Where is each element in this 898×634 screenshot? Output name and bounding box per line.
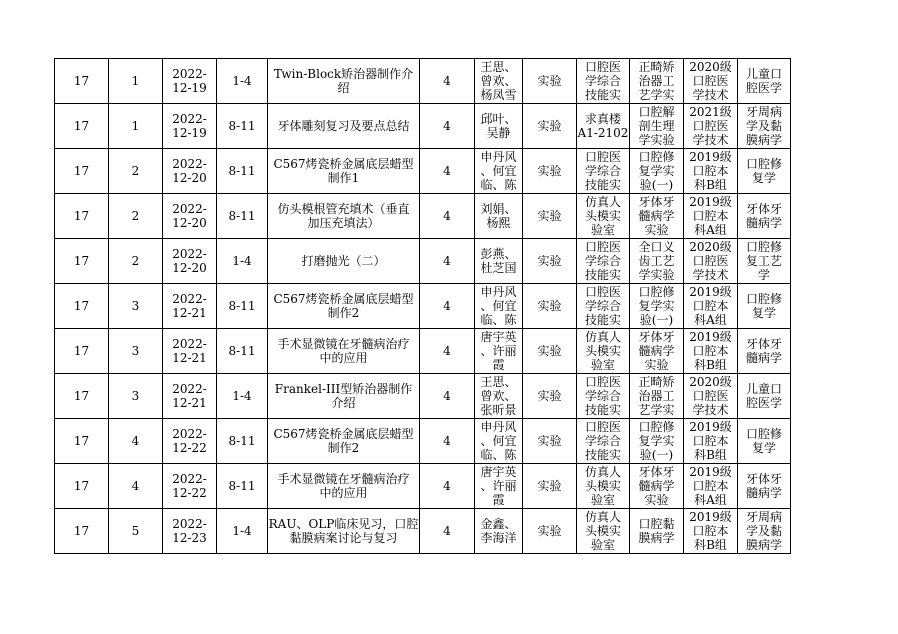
weekday-cell — [109, 59, 163, 104]
periods-cell-text: 8-11 — [228, 299, 256, 313]
lab-course-cell — [630, 509, 684, 554]
week-cell-text: 17 — [73, 164, 90, 178]
content-cell-text: 仿头模根管充填术（垂直 加压充填法） — [277, 202, 410, 230]
weekday-cell-text: 3 — [131, 299, 140, 313]
periods-cell-text: 8-11 — [228, 344, 256, 358]
location-cell-text: 口腔医 学综合 技能实 — [584, 240, 621, 282]
table-row — [55, 419, 791, 464]
course-cell — [738, 194, 791, 239]
type-cell — [523, 149, 577, 194]
weekday-cell — [109, 284, 163, 329]
lab-course-cell — [630, 239, 684, 284]
week-cell-text: 17 — [73, 74, 90, 88]
week-cell-text: 17 — [73, 209, 90, 223]
class-cell — [684, 104, 738, 149]
periods-cell-text: 8-11 — [228, 479, 256, 493]
hours-cell-text: 4 — [443, 344, 451, 358]
week-cell-text: 17 — [73, 524, 90, 538]
table-row — [55, 329, 791, 374]
week-cell — [55, 59, 109, 104]
course-cell — [738, 419, 791, 464]
hours-cell-text: 4 — [443, 74, 451, 88]
type-cell — [523, 509, 577, 554]
teachers-cell — [475, 59, 523, 104]
hours-cell — [420, 194, 475, 239]
location-cell-text: 口腔医 学综合 技能实 — [584, 375, 621, 417]
class-cell-text: 2019级 口腔本 科A组 — [689, 465, 732, 507]
week-cell — [55, 419, 109, 464]
periods-cell — [217, 194, 268, 239]
content-cell-text: 牙体雕刻复习及要点总结 — [277, 119, 410, 133]
type-cell-text: 实验 — [537, 209, 562, 223]
teachers-cell-text: 王思、 曾欢、 杨凤雪 — [480, 60, 517, 102]
table-row — [55, 59, 791, 104]
class-cell-text: 2019级 口腔本 科B组 — [689, 420, 732, 462]
type-cell-text: 实验 — [537, 299, 562, 313]
periods-cell-text: 8-11 — [228, 434, 256, 448]
type-cell — [523, 374, 577, 419]
content-cell — [268, 149, 420, 194]
weekday-cell — [109, 239, 163, 284]
week-cell — [55, 329, 109, 374]
type-cell-text: 实验 — [537, 479, 562, 493]
lab-course-cell-text: 全口义 齿工艺 学实验 — [638, 240, 675, 282]
teachers-cell-text: 王思、 曾欢、 张昕景 — [480, 375, 517, 417]
periods-cell — [217, 59, 268, 104]
lab-course-cell-text: 正畸矫 治器工 艺学实 — [638, 375, 675, 417]
teachers-cell — [475, 239, 523, 284]
content-cell-text: RAU、OLP临床见习，口腔 黏膜病案讨论与复习 — [268, 517, 419, 545]
teachers-cell — [475, 194, 523, 239]
class-cell — [684, 59, 738, 104]
location-cell — [577, 464, 630, 509]
week-cell — [55, 464, 109, 509]
weekday-cell-text: 4 — [131, 434, 140, 448]
periods-cell — [217, 284, 268, 329]
date-cell — [163, 284, 217, 329]
course-cell-text: 儿童口 腔医学 — [745, 67, 782, 95]
weekday-cell — [109, 194, 163, 239]
location-cell — [577, 104, 630, 149]
date-cell-text: 2022- 12-21 — [172, 337, 207, 365]
class-cell-text: 2019级 口腔本 科A组 — [689, 285, 732, 327]
course-cell — [738, 329, 791, 374]
periods-cell — [217, 239, 268, 284]
date-cell-text: 2022- 12-22 — [172, 427, 207, 455]
hours-cell — [420, 59, 475, 104]
week-cell — [55, 149, 109, 194]
type-cell — [523, 464, 577, 509]
class-cell — [684, 464, 738, 509]
type-cell — [523, 59, 577, 104]
hours-cell — [420, 239, 475, 284]
course-cell-text: 牙周病 学及黏 膜病学 — [745, 510, 782, 552]
lab-course-cell-text: 口腔解 剖生理 学实验 — [638, 105, 675, 147]
content-cell — [268, 464, 420, 509]
location-cell-text: 仿真人 头模实 验室 — [584, 510, 621, 552]
class-cell — [684, 509, 738, 554]
location-cell — [577, 509, 630, 554]
table-row — [55, 284, 791, 329]
location-cell-text: 口腔医 学综合 技能实 — [584, 60, 621, 102]
teachers-cell — [475, 419, 523, 464]
content-cell-text: 手术显微镜在牙髓病治疗 中的应用 — [277, 337, 410, 365]
weekday-cell — [109, 329, 163, 374]
weekday-cell-text: 1 — [131, 74, 140, 88]
hours-cell — [420, 464, 475, 509]
location-cell — [577, 374, 630, 419]
class-cell-text: 2019级 口腔本 科B组 — [689, 150, 732, 192]
content-cell-text: Twin-Block矫治器制作介 绍 — [273, 67, 414, 95]
weekday-cell-text: 4 — [131, 479, 140, 493]
hours-cell — [420, 104, 475, 149]
location-cell-text: 口腔医 学综合 技能实 — [584, 420, 621, 462]
date-cell — [163, 464, 217, 509]
weekday-cell-text: 1 — [131, 119, 140, 133]
class-cell — [684, 194, 738, 239]
type-cell-text: 实验 — [537, 524, 562, 538]
location-cell — [577, 149, 630, 194]
date-cell-text: 2022- 12-20 — [172, 157, 207, 185]
content-cell — [268, 374, 420, 419]
date-cell-text: 2022- 12-21 — [172, 382, 207, 410]
location-cell-text: 仿真人 头模实 验室 — [584, 330, 621, 372]
location-cell — [577, 284, 630, 329]
lab-course-cell-text: 牙体牙 髓病学 实验 — [638, 465, 675, 507]
week-cell — [55, 374, 109, 419]
lab-course-cell — [630, 149, 684, 194]
type-cell — [523, 104, 577, 149]
periods-cell-text: 1-4 — [232, 524, 252, 538]
date-cell-text: 2022- 12-19 — [172, 67, 207, 95]
date-cell — [163, 329, 217, 374]
content-cell-text: C567烤瓷桥金属底层蜡型 制作2 — [273, 292, 414, 320]
class-cell — [684, 329, 738, 374]
type-cell-text: 实验 — [537, 119, 562, 133]
course-cell — [738, 59, 791, 104]
lab-course-cell — [630, 284, 684, 329]
week-cell — [55, 509, 109, 554]
course-cell — [738, 284, 791, 329]
teachers-cell-text: 邱叶、 吴静 — [480, 112, 517, 140]
course-cell — [738, 149, 791, 194]
location-cell — [577, 59, 630, 104]
type-cell — [523, 284, 577, 329]
date-cell — [163, 149, 217, 194]
date-cell — [163, 239, 217, 284]
course-cell-text: 口腔修 复工艺 学 — [745, 240, 782, 282]
date-cell — [163, 59, 217, 104]
type-cell-text: 实验 — [537, 164, 562, 178]
course-cell-text: 牙周病 学及黏 膜病学 — [745, 105, 782, 147]
class-cell-text: 2019级 口腔本 科B组 — [689, 330, 732, 372]
content-cell — [268, 284, 420, 329]
class-cell — [684, 149, 738, 194]
location-cell-text: 口腔医 学综合 技能实 — [584, 150, 621, 192]
weekday-cell-text: 3 — [131, 389, 140, 403]
table-row — [55, 239, 791, 284]
type-cell-text: 实验 — [537, 254, 562, 268]
periods-cell — [217, 464, 268, 509]
location-cell — [577, 329, 630, 374]
date-cell-text: 2022- 12-20 — [172, 247, 207, 275]
course-cell-text: 牙体牙 髓病学 — [745, 337, 782, 365]
periods-cell-text: 1-4 — [232, 254, 252, 268]
hours-cell-text: 4 — [443, 389, 451, 403]
class-cell-text: 2021级 口腔医 学技术 — [689, 105, 732, 147]
hours-cell — [420, 509, 475, 554]
teachers-cell — [475, 104, 523, 149]
date-cell-text: 2022- 12-21 — [172, 292, 207, 320]
content-cell-text: Frankel-III型矫治器制作 介绍 — [274, 382, 413, 410]
type-cell-text: 实验 — [537, 74, 562, 88]
week-cell-text: 17 — [73, 389, 90, 403]
hours-cell-text: 4 — [443, 209, 451, 223]
lab-course-cell-text: 正畸矫 治器工 艺学实 — [638, 60, 675, 102]
periods-cell — [217, 149, 268, 194]
type-cell — [523, 419, 577, 464]
date-cell — [163, 509, 217, 554]
content-cell — [268, 509, 420, 554]
class-cell-text: 2020级 口腔医 学技术 — [689, 60, 732, 102]
table-row — [55, 149, 791, 194]
content-cell — [268, 59, 420, 104]
teachers-cell-text: 唐宇英 、许丽 霞 — [480, 330, 517, 372]
lab-course-cell-text: 牙体牙 髓病学 实验 — [638, 195, 675, 237]
hours-cell — [420, 374, 475, 419]
lab-course-cell — [630, 59, 684, 104]
schedule-table — [54, 58, 791, 554]
hours-cell-text: 4 — [443, 524, 451, 538]
course-cell-text: 口腔修 复学 — [745, 157, 782, 185]
lab-course-cell — [630, 104, 684, 149]
week-cell — [55, 194, 109, 239]
periods-cell — [217, 419, 268, 464]
hours-cell-text: 4 — [443, 254, 451, 268]
lab-course-cell-text: 牙体牙 髓病学 实验 — [638, 330, 675, 372]
date-cell — [163, 419, 217, 464]
teachers-cell-text: 彭燕、 杜芝国 — [480, 247, 517, 275]
week-cell-text: 17 — [73, 479, 90, 493]
periods-cell — [217, 374, 268, 419]
periods-cell — [217, 509, 268, 554]
teachers-cell — [475, 509, 523, 554]
location-cell-text: 求真楼 A1-2102 — [577, 112, 629, 140]
location-cell — [577, 419, 630, 464]
content-cell — [268, 329, 420, 374]
teachers-cell — [475, 329, 523, 374]
week-cell — [55, 104, 109, 149]
class-cell — [684, 239, 738, 284]
date-cell-text: 2022- 12-20 — [172, 202, 207, 230]
hours-cell-text: 4 — [443, 479, 451, 493]
course-cell — [738, 104, 791, 149]
location-cell — [577, 239, 630, 284]
week-cell-text: 17 — [73, 119, 90, 133]
hours-cell — [420, 419, 475, 464]
class-cell-text: 2019级 口腔本 科B组 — [689, 510, 732, 552]
location-cell-text: 口腔医 学综合 技能实 — [584, 285, 621, 327]
lab-course-cell-text: 口腔修 复学实 验(一) — [638, 285, 675, 327]
table-row — [55, 464, 791, 509]
periods-cell-text: 8-11 — [228, 164, 256, 178]
location-cell — [577, 194, 630, 239]
class-cell-text: 2020级 口腔医 学技术 — [689, 375, 732, 417]
weekday-cell-text: 2 — [131, 164, 140, 178]
weekday-cell-text: 5 — [131, 524, 140, 538]
week-cell-text: 17 — [73, 254, 90, 268]
type-cell — [523, 194, 577, 239]
weekday-cell — [109, 149, 163, 194]
weekday-cell — [109, 104, 163, 149]
date-cell — [163, 194, 217, 239]
week-cell — [55, 239, 109, 284]
course-cell — [738, 374, 791, 419]
class-cell-text: 2020级 口腔医 学技术 — [689, 240, 732, 282]
teachers-cell-text: 申丹风 、何宜 临、陈 — [480, 420, 517, 462]
location-cell-text: 仿真人 头模实 验室 — [584, 465, 621, 507]
date-cell-text: 2022- 12-22 — [172, 472, 207, 500]
teachers-cell-text: 金鑫、 李海洋 — [480, 517, 517, 545]
content-cell-text: C567烤瓷桥金属底层蜡型 制作2 — [273, 427, 414, 455]
hours-cell — [420, 149, 475, 194]
lab-course-cell-text: 口腔修 复学实 验(一) — [638, 420, 675, 462]
date-cell-text: 2022- 12-23 — [172, 517, 207, 545]
hours-cell-text: 4 — [443, 299, 451, 313]
content-cell — [268, 239, 420, 284]
hours-cell-text: 4 — [443, 434, 451, 448]
teachers-cell-text: 申丹风 、何宜 临、陈 — [480, 285, 517, 327]
course-cell — [738, 239, 791, 284]
date-cell-text: 2022- 12-19 — [172, 112, 207, 140]
course-cell — [738, 509, 791, 554]
lab-course-cell — [630, 374, 684, 419]
course-cell-text: 口腔修 复学 — [745, 427, 782, 455]
teachers-cell — [475, 149, 523, 194]
date-cell — [163, 104, 217, 149]
lab-course-cell — [630, 419, 684, 464]
course-cell-text: 口腔修 复学 — [745, 292, 782, 320]
lab-course-cell-text: 口腔修 复学实 验(一) — [638, 150, 675, 192]
periods-cell-text: 8-11 — [228, 209, 256, 223]
week-cell-text: 17 — [73, 434, 90, 448]
content-cell-text: 打磨抛光（二） — [301, 254, 386, 268]
type-cell-text: 实验 — [537, 344, 562, 358]
periods-cell — [217, 329, 268, 374]
class-cell-text: 2019级 口腔本 科A组 — [689, 195, 732, 237]
class-cell — [684, 419, 738, 464]
teachers-cell-text: 刘娟、 杨熙 — [480, 202, 517, 230]
teachers-cell — [475, 374, 523, 419]
weekday-cell-text: 2 — [131, 209, 140, 223]
table-row — [55, 194, 791, 239]
lab-course-cell — [630, 464, 684, 509]
content-cell-text: 手术显微镜在牙髓病治疗 中的应用 — [277, 472, 410, 500]
lab-course-cell — [630, 329, 684, 374]
weekday-cell-text: 3 — [131, 344, 140, 358]
course-cell-text: 儿童口 腔医学 — [745, 382, 782, 410]
teachers-cell-text: 申丹风 、何宜 临、陈 — [480, 150, 517, 192]
hours-cell — [420, 329, 475, 374]
teachers-cell-text: 唐宇英 、许丽 霞 — [480, 465, 517, 507]
course-cell — [738, 464, 791, 509]
type-cell — [523, 239, 577, 284]
table-row — [55, 509, 791, 554]
periods-cell-text: 8-11 — [228, 119, 256, 133]
content-cell-text: C567烤瓷桥金属底层蜡型 制作1 — [273, 157, 414, 185]
periods-cell — [217, 104, 268, 149]
type-cell — [523, 329, 577, 374]
content-cell — [268, 419, 420, 464]
hours-cell — [420, 284, 475, 329]
weekday-cell — [109, 509, 163, 554]
course-cell-text: 牙体牙 髓病学 — [745, 202, 782, 230]
class-cell — [684, 374, 738, 419]
weekday-cell-text: 2 — [131, 254, 140, 268]
teachers-cell — [475, 464, 523, 509]
content-cell — [268, 194, 420, 239]
date-cell — [163, 374, 217, 419]
periods-cell-text: 1-4 — [232, 389, 252, 403]
location-cell-text: 仿真人 头模实 验室 — [584, 195, 621, 237]
table-row — [55, 374, 791, 419]
type-cell-text: 实验 — [537, 389, 562, 403]
table-row — [55, 104, 791, 149]
periods-cell-text: 1-4 — [232, 74, 252, 88]
content-cell — [268, 104, 420, 149]
week-cell — [55, 284, 109, 329]
week-cell-text: 17 — [73, 299, 90, 313]
course-cell-text: 牙体牙 髓病学 — [745, 472, 782, 500]
type-cell-text: 实验 — [537, 434, 562, 448]
hours-cell-text: 4 — [443, 119, 451, 133]
hours-cell-text: 4 — [443, 164, 451, 178]
teachers-cell — [475, 284, 523, 329]
lab-course-cell-text: 口腔黏 膜病学 — [638, 517, 675, 545]
weekday-cell — [109, 374, 163, 419]
lab-course-cell — [630, 194, 684, 239]
weekday-cell — [109, 419, 163, 464]
weekday-cell — [109, 464, 163, 509]
class-cell — [684, 284, 738, 329]
week-cell-text: 17 — [73, 344, 90, 358]
